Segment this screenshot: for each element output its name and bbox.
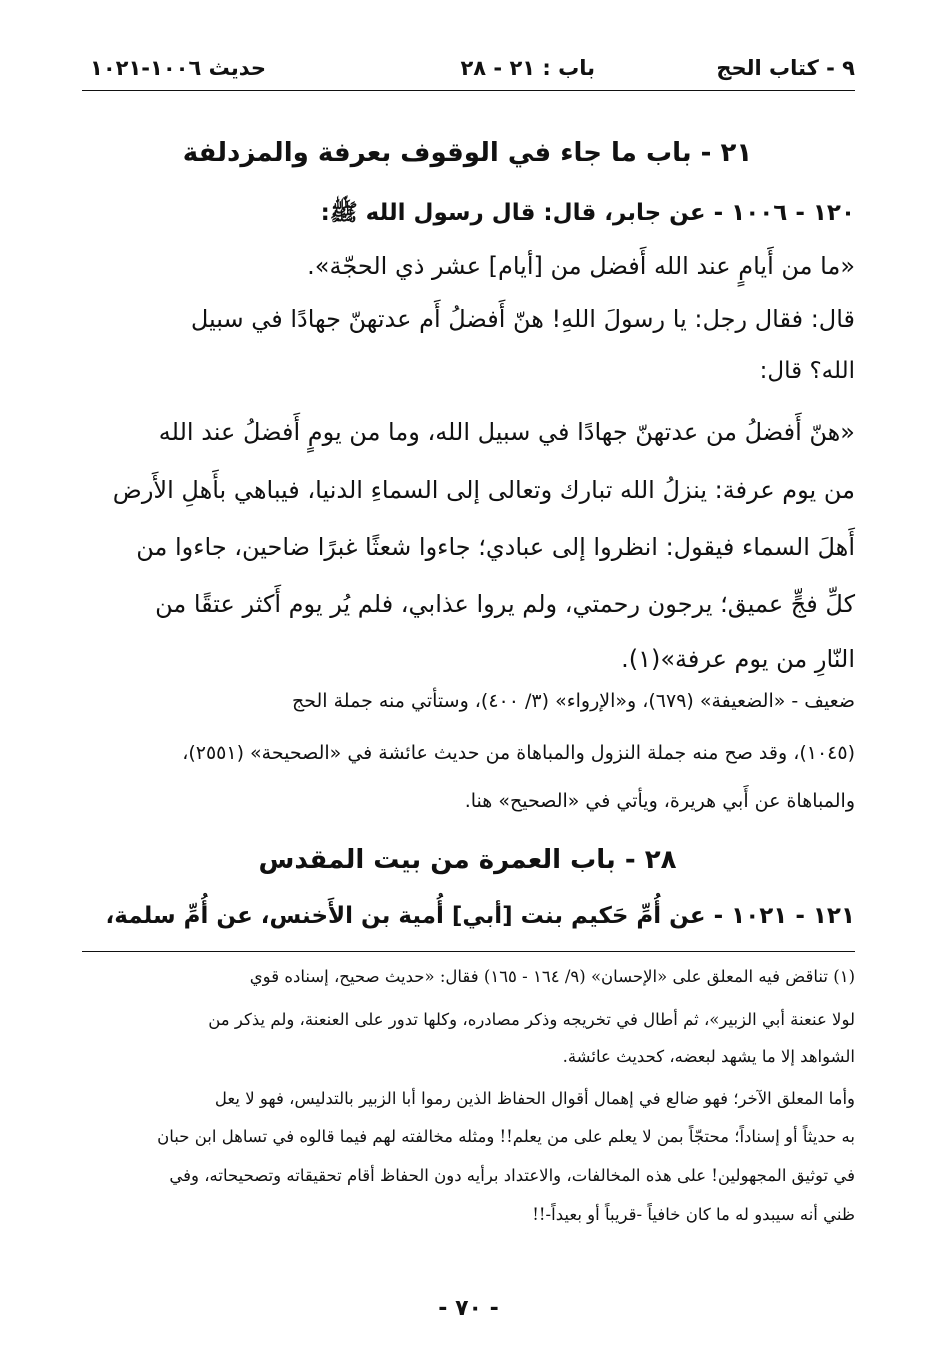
grading-line-2: (١٠٤٥)، وقد صح منه جملة النزول والمباهاة من حديث عائشة في «الصحيحة» (٢٥٥١)، <box>182 742 855 764</box>
grading-line-1: ضعيف - «الضعيفة» (٦٧٩)، و«الإرواء» (٣/ ٤٠٠)، وستأتي منه جملة الحج <box>291 690 855 712</box>
header-hadith-range: حديث ١٠٠٦-١٠٢١ <box>90 56 266 80</box>
hadith-1006-line-1: «ما من أَيامٍ عند الله أَفضل من [أيام] عشر ذي الحجّة». <box>307 252 855 280</box>
hadith-1006-line-8: النّارِ من يوم عرفة»(١). <box>621 645 855 673</box>
footnote-line-1: (١) تناقض فيه المعلق على «الإحسان» (٩/ ١٦٤ - ١٦٥) فقال: «حديث صحيح، إسناده قوي <box>249 967 855 986</box>
hadith-1006-line-6: أَهلَ السماء فيقول: انظروا إلى عبادي؛ جاءوا شعثًا غبرًا ضاحين، جاءوا من <box>136 533 855 561</box>
footnote-line-7: ظني أنه سيبدو له ما كان خافياً -قريباً أو بعيداً-!! <box>532 1205 855 1224</box>
hadith-1006-line-2: قال: فقال رجل: يا رسولَ اللهِ! هنّ أَفضلُ أَم عدتهنّ جهادًا في سبيل <box>190 305 855 333</box>
hadith-1006-line-3: الله؟ قال: <box>759 358 855 384</box>
chapter-heading-28: ٢٨ - باب العمرة من بيت المقدس <box>258 845 677 875</box>
page-number: - ٧٠ - <box>438 1296 499 1321</box>
hadith-1006-line-7: كلِّ فجٍّ عميق؛ يرجون رحمتي، ولم يروا عذابي، فلم يُر يوم أَكثر عتقًا من <box>155 590 855 618</box>
footnote-line-3: الشواهد إلا ما يشهد لبعضه، كحديث عائشة. <box>562 1047 855 1066</box>
footnote-line-2: لولا عنعنة أبي الزبير»، ثم أطال في تخريجه وذكر مصادره، وكلها تدور على العنعنة، ولم يذكر من <box>208 1010 855 1029</box>
grading-line-3: والمباهاة عن أَبي هريرة، ويأتي في «الصحيح» هنا. <box>464 790 855 812</box>
footnote-line-4: وأما المعلق الآخر؛ فهو ضالع في إهمال أقوال الحفاظ الذين رموا أبا الزبير بالتدليس، فهو لا يعل <box>214 1089 855 1108</box>
hadith-1006-line-4: «هنّ أَفضلُ من عدتهنّ جهادًا في سبيل الله، وما من يومٍ أَفضلُ عند الله <box>158 418 855 446</box>
footnote-line-6: في توثيق المجهولين! على هذه المخالفات، والاعتداد برأيه دون الحفاظ أقام تحقيقاته وتصحيحاته، وفي <box>169 1166 855 1185</box>
header-divider <box>82 90 855 91</box>
header-bab-range: باب : ٢١ - ٢٨ <box>460 56 595 80</box>
footnote-line-5: به حديثاً أو إسناداً؛ محتجّاً بمن لا يعلم على من يعلم!! ومثله مخالفته لهم فيما قالوه في تساهل ابن حبان <box>157 1127 855 1146</box>
hadith-1021-intro: ١٢١ - ١٠٢١ - عن أُمِّ حَكيم بنت [أبي] أُمية بن الأَخنس، عن أُمِّ سلمة، <box>105 903 855 929</box>
footnote-divider <box>82 951 855 952</box>
hadith-1006-line-5: من يوم عرفة: ينزلُ الله تبارك وتعالى إلى السماءِ الدنيا، فيباهي بأَهلِ الأَرض <box>112 476 855 504</box>
header-book-title: ٩ - كتاب الحج <box>716 56 855 80</box>
chapter-heading-21: ٢١ - باب ما جاء في الوقوف بعرفة والمزدلفة <box>182 138 753 168</box>
hadith-1006-intro: ١٢٠ - ١٠٠٦ - عن جابر، قال: قال رسول الله ﷺ: <box>320 200 855 226</box>
running-header <box>80 50 855 90</box>
